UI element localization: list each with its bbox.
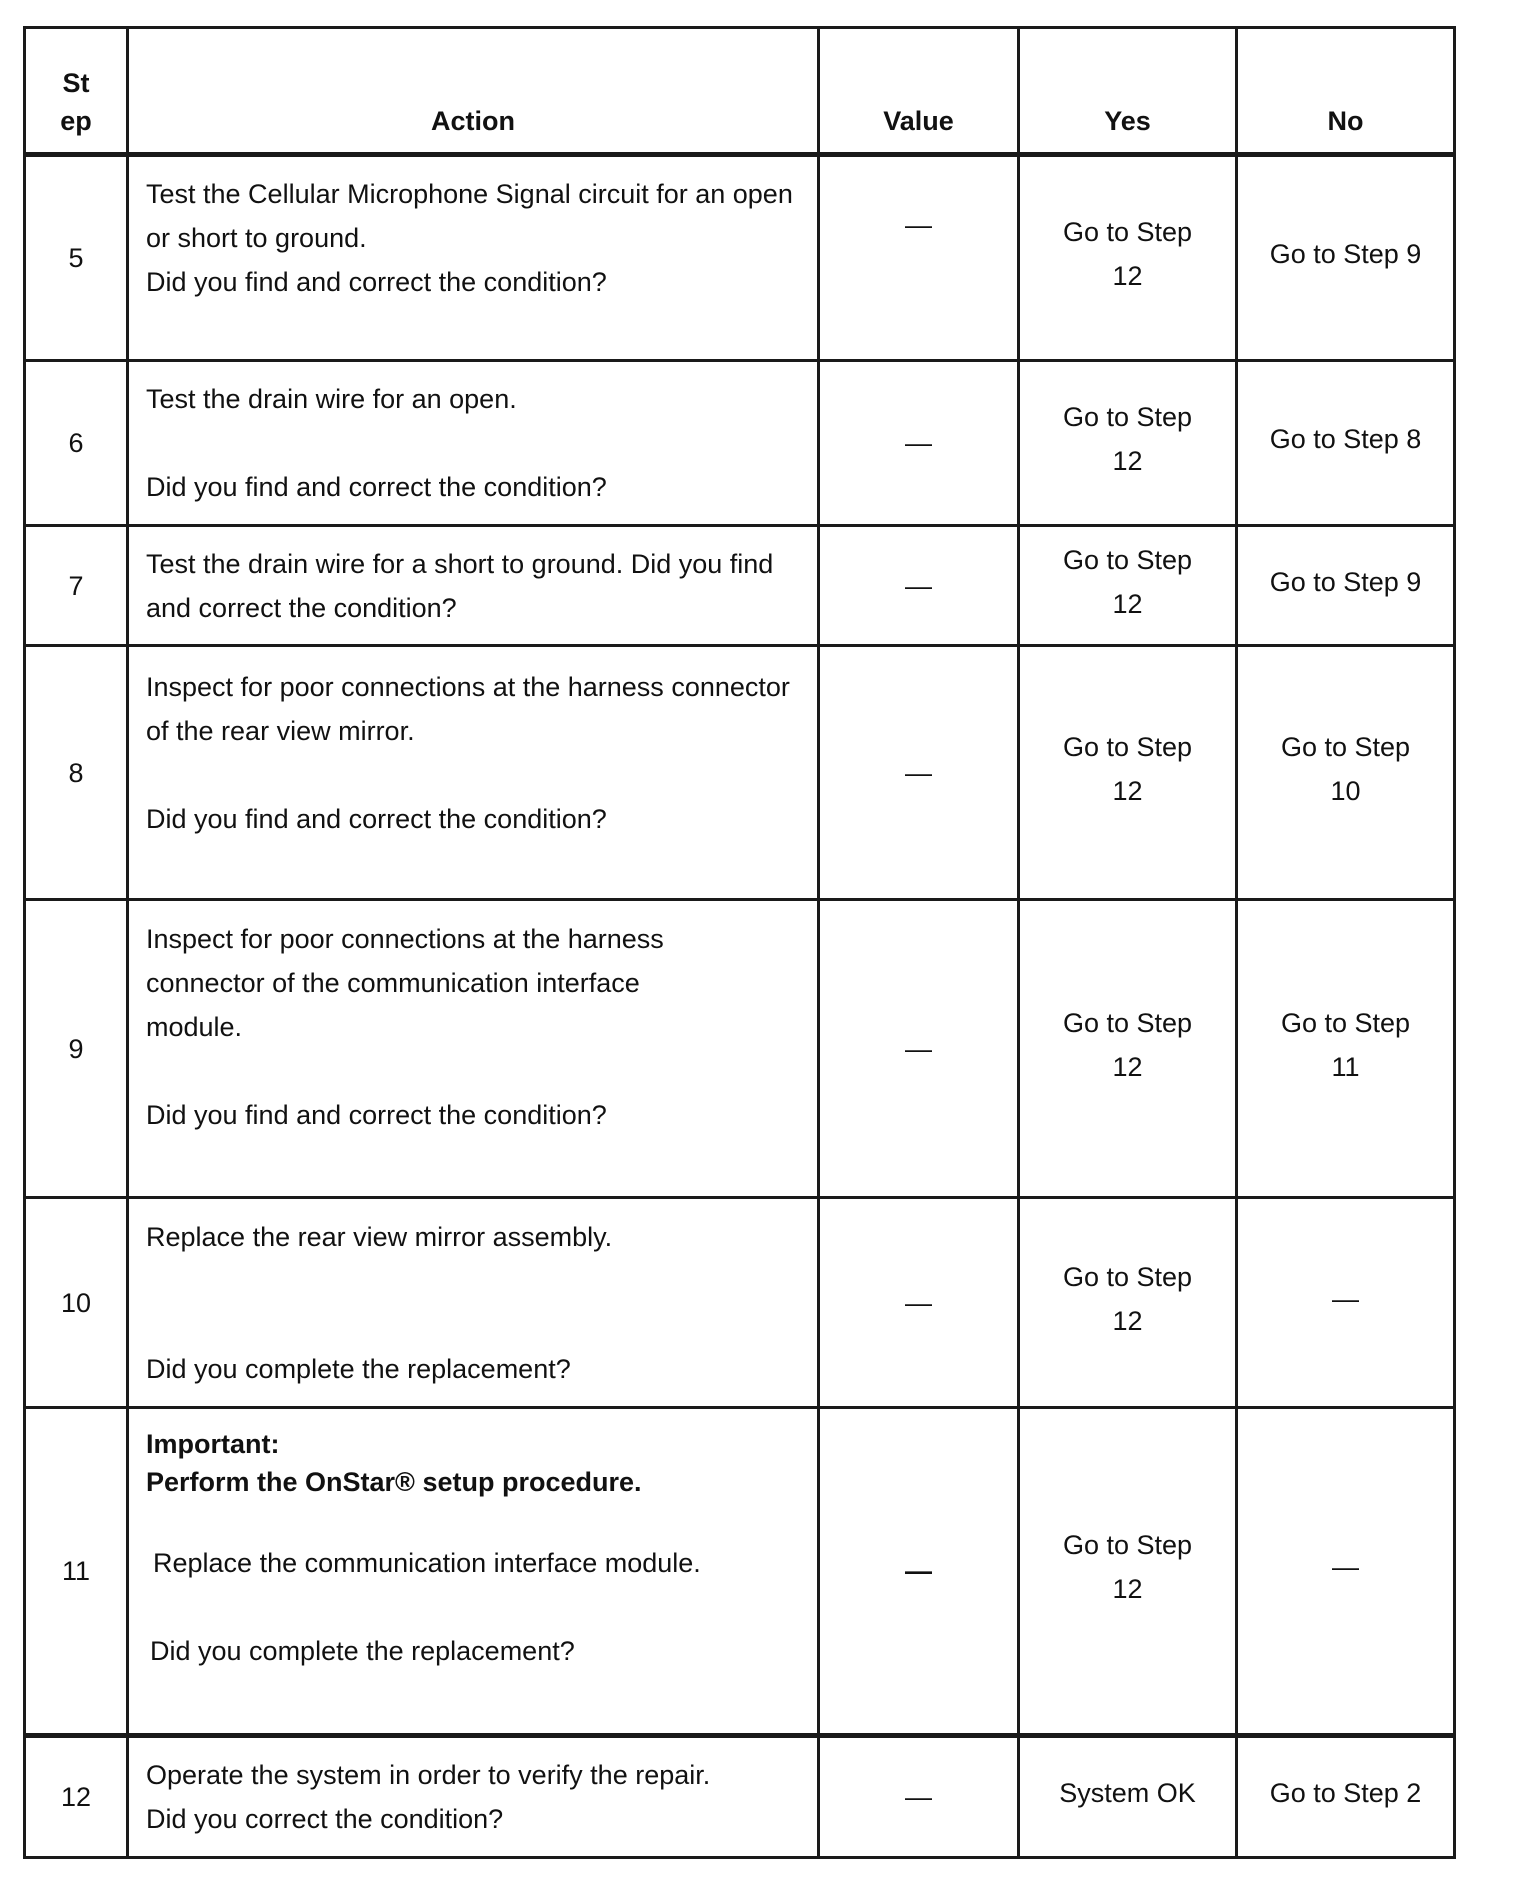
action-question: Did you find and correct the condition? [146, 267, 607, 297]
yes-text: Go to Step 12 [1062, 217, 1193, 291]
no-text: Go to Step 2 [1269, 1778, 1422, 1808]
step-number: 6 [25, 361, 128, 526]
important-label: Important: [146, 1429, 280, 1459]
value-cell: — [819, 526, 1019, 646]
table-row [25, 361, 1455, 526]
no-cell [1237, 1736, 1455, 1858]
action-question: Did you correct the condition? [146, 1804, 504, 1834]
action-question: Did you find and correct the condition? [146, 803, 607, 834]
yes-text: Go to Step 12 [1062, 731, 1193, 806]
no-cell [1237, 526, 1455, 646]
action-text: Inspect for poor connections at the harness connector of the communication interface module. [146, 923, 664, 1042]
step-number: 5 [25, 155, 128, 361]
action-text: Replace the communication interface module. [153, 1548, 701, 1578]
yes-text: Go to Step 12 [1062, 1530, 1193, 1604]
action-cell [128, 646, 819, 900]
no-cell [1237, 1198, 1455, 1408]
no-text: — [1332, 1552, 1359, 1582]
step-number: 7 [25, 526, 128, 646]
action-cell [128, 361, 819, 526]
action-cell [128, 1736, 819, 1858]
header-yes: Yes [1019, 28, 1237, 155]
action-text: Test the drain wire for an open. [146, 384, 517, 414]
action-question: Did you find and correct the condition? [146, 1099, 607, 1130]
step-number: 9 [25, 900, 128, 1198]
table-row [25, 526, 1455, 646]
important-text: Perform the OnStar® setup procedure. [146, 1467, 642, 1497]
value-cell: — [819, 155, 1019, 361]
no-text: Go to Step 9 [1269, 566, 1422, 597]
value-cell: — [819, 900, 1019, 1198]
action-cell [128, 155, 819, 361]
step-number: 10 [25, 1198, 128, 1408]
yes-cell [1019, 900, 1237, 1198]
yes-text: Go to Step 12 [1062, 544, 1193, 619]
yes-cell [1019, 526, 1237, 646]
action-text: Inspect for poor connections at the harness connector of the rear view mirror. [146, 671, 790, 746]
no-text: Go to Step 9 [1269, 239, 1422, 269]
action-cell [128, 526, 819, 646]
table-row [25, 1408, 1455, 1736]
header-value: Value [819, 28, 1019, 155]
header-action: Action [128, 28, 819, 155]
action-question: Did you complete the replacement? [146, 1353, 571, 1384]
yes-text: Go to Step 12 [1062, 402, 1193, 476]
no-cell [1237, 361, 1455, 526]
yes-text: System OK [1059, 1778, 1196, 1808]
value-cell: — [819, 1408, 1019, 1736]
diagnostic-table [23, 26, 1456, 1859]
header-step: St ep [25, 28, 128, 155]
value-cell: — [819, 646, 1019, 900]
table-row [25, 646, 1455, 900]
no-cell [1237, 646, 1455, 900]
no-text: — [1332, 1283, 1359, 1314]
no-text: Go to Step 10 [1280, 731, 1411, 806]
action-cell [128, 1408, 819, 1736]
no-text: Go to Step 11 [1280, 1007, 1411, 1082]
action-text: Test the Cellular Microphone Signal circuit for an open or short to ground. [146, 179, 793, 253]
table-row [25, 1198, 1455, 1408]
action-cell [128, 1198, 819, 1408]
value-cell: — [819, 361, 1019, 526]
action-text: Operate the system in order to verify the repair. [146, 1760, 711, 1790]
no-cell [1237, 1408, 1455, 1736]
action-question: Did you find and correct the condition? [146, 472, 607, 502]
table-row [25, 1736, 1455, 1858]
no-text: Go to Step 8 [1269, 424, 1422, 454]
yes-cell [1019, 646, 1237, 900]
header-row [25, 28, 1455, 155]
header-no: No [1237, 28, 1455, 155]
yes-cell [1019, 1736, 1237, 1858]
action-cell [128, 900, 819, 1198]
yes-cell [1019, 361, 1237, 526]
step-number: 8 [25, 646, 128, 900]
yes-text: Go to Step 12 [1062, 1007, 1193, 1082]
table-row [25, 900, 1455, 1198]
step-number: 11 [25, 1408, 128, 1736]
yes-cell [1019, 1408, 1237, 1736]
yes-text: Go to Step 12 [1062, 1261, 1193, 1336]
action-question: Did you complete the replacement? [150, 1636, 575, 1666]
no-cell [1237, 155, 1455, 361]
action-text: Replace the rear view mirror assembly. [146, 1221, 613, 1252]
value-cell: — [819, 1198, 1019, 1408]
no-cell [1237, 900, 1455, 1198]
yes-cell [1019, 1198, 1237, 1408]
table-row [25, 155, 1455, 361]
yes-cell [1019, 155, 1237, 361]
action-text: Test the drain wire for a short to ground. Did you find and correct the condition? [146, 548, 774, 623]
step-number: 12 [25, 1736, 128, 1858]
value-cell: — [819, 1736, 1019, 1858]
